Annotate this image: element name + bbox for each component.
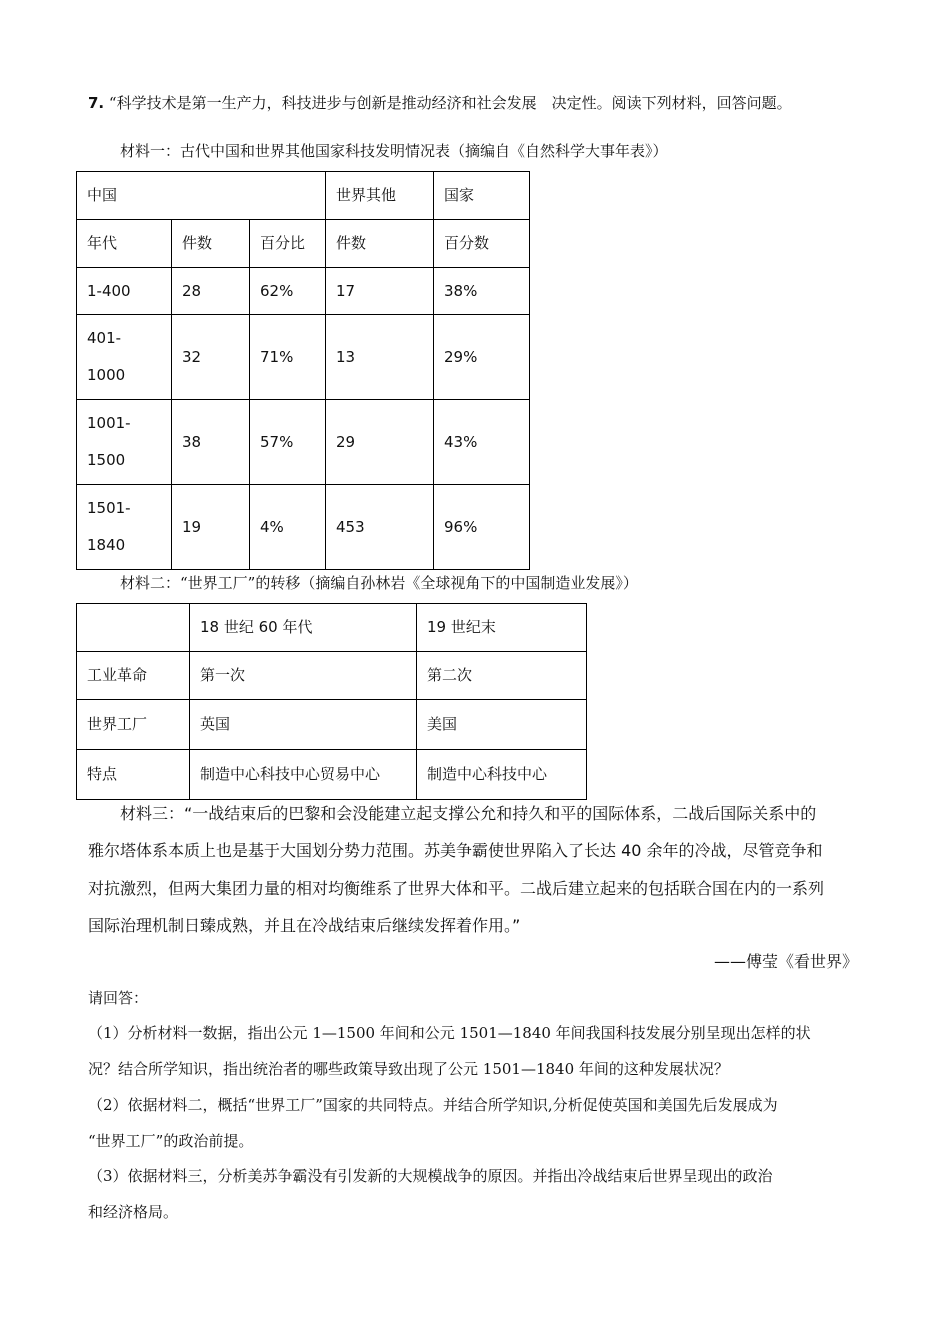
header-period: 年代 <box>77 220 172 268</box>
table-header-row <box>77 604 587 652</box>
cn-count-cell: 32 <box>172 315 250 400</box>
w-pct-cell: 96% <box>434 485 530 570</box>
table-row <box>77 750 587 800</box>
sub-question-line: （3）依据材料三，分析美苏争霸没有引发新的大规模战争的原因。并指出冷战结束后世界呈现出的政治 <box>88 1167 773 1185</box>
table-cell: 第一次 <box>190 652 417 700</box>
material3-line: 材料三：“一战结束后的巴黎和会没能建立起支撑公允和持久和平的国际体系，二战后国际关系中的 <box>120 804 817 823</box>
w-pct-cell: 38% <box>434 268 530 315</box>
question-number: 7. <box>88 94 105 112</box>
header-countries: 国家 <box>434 172 530 220</box>
cn-pct-cell: 4% <box>250 485 326 570</box>
header-empty <box>77 604 190 652</box>
sub-question-line: “世界工厂”的政治前提。 <box>88 1132 254 1150</box>
header-w-pct: 百分数 <box>434 220 530 268</box>
table-row <box>77 315 530 400</box>
material3-line: 对抗激烈，但两大集团力量的相对均衡维系了世界大体和平。二战后建立起来的包括联合国在内的一系列 <box>88 879 825 898</box>
table-cell: 英国 <box>190 700 417 750</box>
table-row <box>77 268 530 315</box>
period-line: 1001- <box>87 414 131 432</box>
answer-prompt: 请回答： <box>88 989 149 1007</box>
cn-pct-cell: 71% <box>250 315 326 400</box>
cn-pct-cell: 57% <box>250 400 326 485</box>
cn-count-cell: 19 <box>172 485 250 570</box>
cn-count-cell: 38 <box>172 400 250 485</box>
material1-caption: 材料一：古代中国和世界其他国家科技发明情况表（摘编自《自然科学大事年表》） <box>120 142 668 160</box>
header-19th-century: 19 世纪末 <box>417 604 587 652</box>
w-pct-cell: 43% <box>434 400 530 485</box>
table-subheader-row <box>77 220 530 268</box>
sub-question-line: （1）分析材料一数据，指出公元 1—1500 年间和公元 1501—1840 年间我国科技发展分别呈现出怎样的状 <box>88 1024 811 1042</box>
material3-source: ——傅莹《看世界》 <box>713 952 858 971</box>
w-count-cell: 453 <box>326 485 434 570</box>
table-row <box>77 652 587 700</box>
period-line: 401- <box>87 329 122 347</box>
period-cell <box>77 485 172 570</box>
period-cell <box>77 400 172 485</box>
question-intro: “科学技术是第一生产力，科技进步与创新是推动经济和社会发展 决定性。阅读下列材料，回答问题。 <box>108 94 792 112</box>
header-cn-count: 件数 <box>172 220 250 268</box>
table-cell: 制造中心科技中心 <box>417 750 587 800</box>
table-header-row <box>77 172 530 220</box>
period-cell <box>77 315 172 400</box>
table-row <box>77 485 530 570</box>
material2-caption: 材料二：“世界工厂”的转移（摘编自孙林岩《全球视角下的中国制造业发展》） <box>120 574 638 592</box>
material1-table <box>76 171 530 570</box>
material3-line: 雅尔塔体系本质上也是基于大国划分势力范围。苏美争霸使世界陷入了长达 40 余年的冷战，尽管竞争和 <box>88 841 823 860</box>
cn-pct-cell: 62% <box>250 268 326 315</box>
row-label: 世界工厂 <box>77 700 190 750</box>
table-cell: 美国 <box>417 700 587 750</box>
sub-question-line: 况？结合所学知识，指出统治者的哪些政策导致出现了公元 1501—1840 年间的这种发展状况？ <box>88 1060 729 1078</box>
w-pct-cell: 29% <box>434 315 530 400</box>
row-label: 特点 <box>77 750 190 800</box>
w-count-cell: 29 <box>326 400 434 485</box>
header-w-count: 件数 <box>326 220 434 268</box>
header-world-other: 世界其他 <box>326 172 434 220</box>
period-cell: 1-400 <box>77 268 172 315</box>
period-line: 1501- <box>87 499 131 517</box>
row-label: 工业革命 <box>77 652 190 700</box>
table-row <box>77 700 587 750</box>
period-line: 1000 <box>87 366 126 384</box>
question-heading <box>88 93 792 113</box>
table-row <box>77 400 530 485</box>
sub-question-line: 和经济格局。 <box>88 1203 179 1221</box>
period-line: 1840 <box>87 536 126 554</box>
sub-question-line: （2）依据材料二，概括“世界工厂”国家的共同特点。并结合所学知识,分析促使英国和美国先后发展成为 <box>88 1096 778 1114</box>
header-china: 中国 <box>77 172 326 220</box>
table-cell: 制造中心科技中心贸易中心 <box>190 750 417 800</box>
header-cn-pct: 百分比 <box>250 220 326 268</box>
w-count-cell: 17 <box>326 268 434 315</box>
material2-table <box>76 603 587 800</box>
header-18th-century: 18 世纪 60 年代 <box>190 604 417 652</box>
material3-line: 国际治理机制日臻成熟，并且在冷战结束后继续发挥着作用。” <box>88 916 521 935</box>
period-line: 1500 <box>87 451 126 469</box>
cn-count-cell: 28 <box>172 268 250 315</box>
table-cell: 第二次 <box>417 652 587 700</box>
w-count-cell: 13 <box>326 315 434 400</box>
